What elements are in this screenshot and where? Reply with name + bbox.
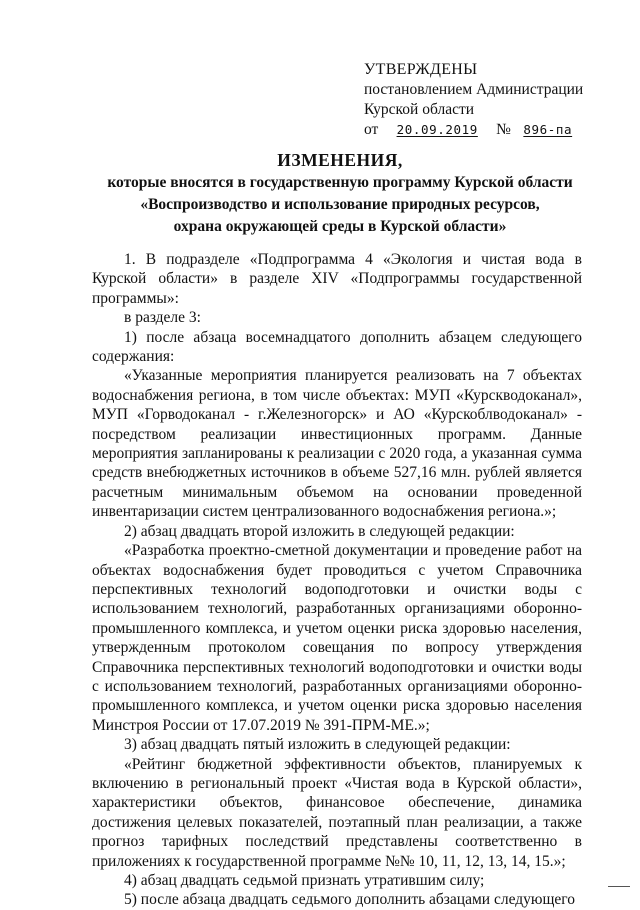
paragraph-1: 1. В подразделе «Подпрограмма 4 «Экология и чистая вода в Курской области» в разделе XIV «Подпрограммы государственной программы»: (92, 251, 582, 307)
approval-line-1: постановлением Администрации (364, 81, 584, 98)
document-body (92, 250, 582, 910)
approval-block (364, 60, 604, 140)
number-prefix: № (496, 121, 511, 138)
paragraph-9: 4) абзац двадцать седьмой признать утратившим силу; (124, 872, 485, 889)
paragraph-3: 1) после абзаца восемнадцатого дополнить абзацем следующего содержания: (92, 328, 582, 366)
paragraph-7: 3) абзац двадцать пятый изложить в следующей редакции: (124, 736, 511, 754)
paragraph-4: «Указанные мероприятия планируется реализовать на 7 объектах водоснабжения региона, в том числе объектах: МУП «Курскводоканал», МУП «Горводоканал - г.Железногорск» и АО «Курскоблводоканал» - посредством реализации инвестиционных программ. Данные мероприятия запланированы к реализации с 2020 года, а указанная сумма средств внебюджетных источников в объеме 527,16 млн. рублей является расчетным минимальным объемом на основании проведенной инвентаризации систем централизованного водоснабжения региона.»; (92, 367, 582, 521)
paragraph-6: «Разработка проектно-сметной документации и проведение работ на объектах водоснабжения будет проводиться с учетом Справочника перспективных технологий водоподготовки и очистки воды с использованием технологий, разработанных организациями оборонно-промышленного комплекса, и учетом оценки риска здоровью населения, утвержденным протоколом совещания по вопросу утверждения Справочника перспективных технологий водоподготовки и очистки воды с использованием технологий, разработанных организациями оборонно-промышленного комплекса, и учетом оценки риска здоровью населения Минстроя России от 17.07.2019 № 391-ПРМ-МЕ.»; (92, 542, 582, 734)
approval-title: УТВЕРЖДЕНЫ (364, 61, 478, 78)
approval-number: 896-па (523, 122, 573, 137)
paragraph-2: в разделе 3: (124, 309, 201, 327)
document-heading (80, 148, 600, 238)
approval-line-2: Курской области (364, 101, 475, 118)
paragraph-5: 2) абзац двадцать второй изложить в следующей редакции: (124, 522, 515, 540)
heading-line-2: «Воспроизводство и использование природных ресурсов, (140, 196, 540, 213)
heading-title: ИЗМЕНЕНИЯ, (277, 150, 403, 170)
approval-date: 20.09.2019 (396, 122, 478, 137)
heading-line-1: которые вносятся в государственную программу Курской области (107, 174, 573, 191)
date-prefix: от (364, 121, 379, 138)
heading-line-3: охрана окружающей среды в Курской области» (173, 218, 507, 235)
page-edge-mark (608, 886, 630, 887)
paragraph-8: «Рейтинг бюджетной эффективности объектов, планируемых к включению в региональный проект «Чистая вода в Курской области», характеристики объектов, финансовое обеспечение, динамика достижения целевых показателей, поэтапный план реализации, а также прогноз тарифных последствий представлены соответственно в приложениях к государственной программе №№ 10, 11, 12, 13, 14, 15.»; (92, 755, 582, 870)
paragraph-10: 5) после абзаца двадцать седьмого дополнить абзацами следующего (124, 891, 575, 909)
approval-date-line (364, 120, 604, 140)
